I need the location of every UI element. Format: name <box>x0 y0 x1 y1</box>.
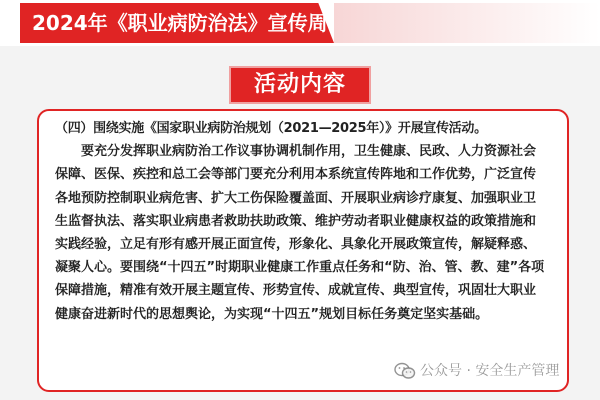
paragraph-line: 凝聚人心。要围绕“十四五”时期职业健康工作重点任务和“防、治、管、教、建”各项 <box>55 260 545 276</box>
top-banner <box>0 0 600 46</box>
watermark-text: 公众号 · 安全生产管理 <box>420 363 560 379</box>
banner-title: 2024年《职业病防治法》宣传周 <box>32 11 328 35</box>
banner-fade-strip <box>334 3 600 43</box>
paragraph-line: 健康奋进新时代的思想舆论，为实现“十四五”规划目标任务奠定坚实基础。 <box>55 306 489 322</box>
content-card <box>37 109 569 392</box>
section-subtitle: （四）围绕实施《国家职业病防治规划（2021—2025年）》开展宣传活动。 <box>55 121 487 136</box>
paragraph-line: 生监督执法、落实职业病患者救助扶助政策、维护劳动者职业健康权益的政策措施和 <box>55 213 537 229</box>
paragraph-line: 保障、医保、疾控和总工会等部门要充分利用本系统宣传阵地和工作优势，广泛宣传 <box>55 167 537 183</box>
content-text <box>55 117 555 326</box>
section-heading: 活动内容 <box>229 66 371 104</box>
paragraph-line: 要充分发挥职业病防治工作议事协调机制作用，卫生健康、民政、人力资源社会 <box>81 144 537 160</box>
wechat-icon <box>394 362 416 380</box>
paragraph-line: 保障措施，精准有效开展主题宣传、形势宣传、成就宣传、典型宣传，巩固壮大职业 <box>55 283 537 299</box>
watermark <box>394 360 559 382</box>
paragraph-line: 实践经验，立足有形有感开展正面宣传，形象化、具象化开展政策宣传，解疑释惑、 <box>55 237 537 253</box>
paragraph-line: 各地预防控制职业病危害、扩大工伤保险覆盖面、开展职业病诊疗康复、加强职业卫 <box>55 190 537 206</box>
